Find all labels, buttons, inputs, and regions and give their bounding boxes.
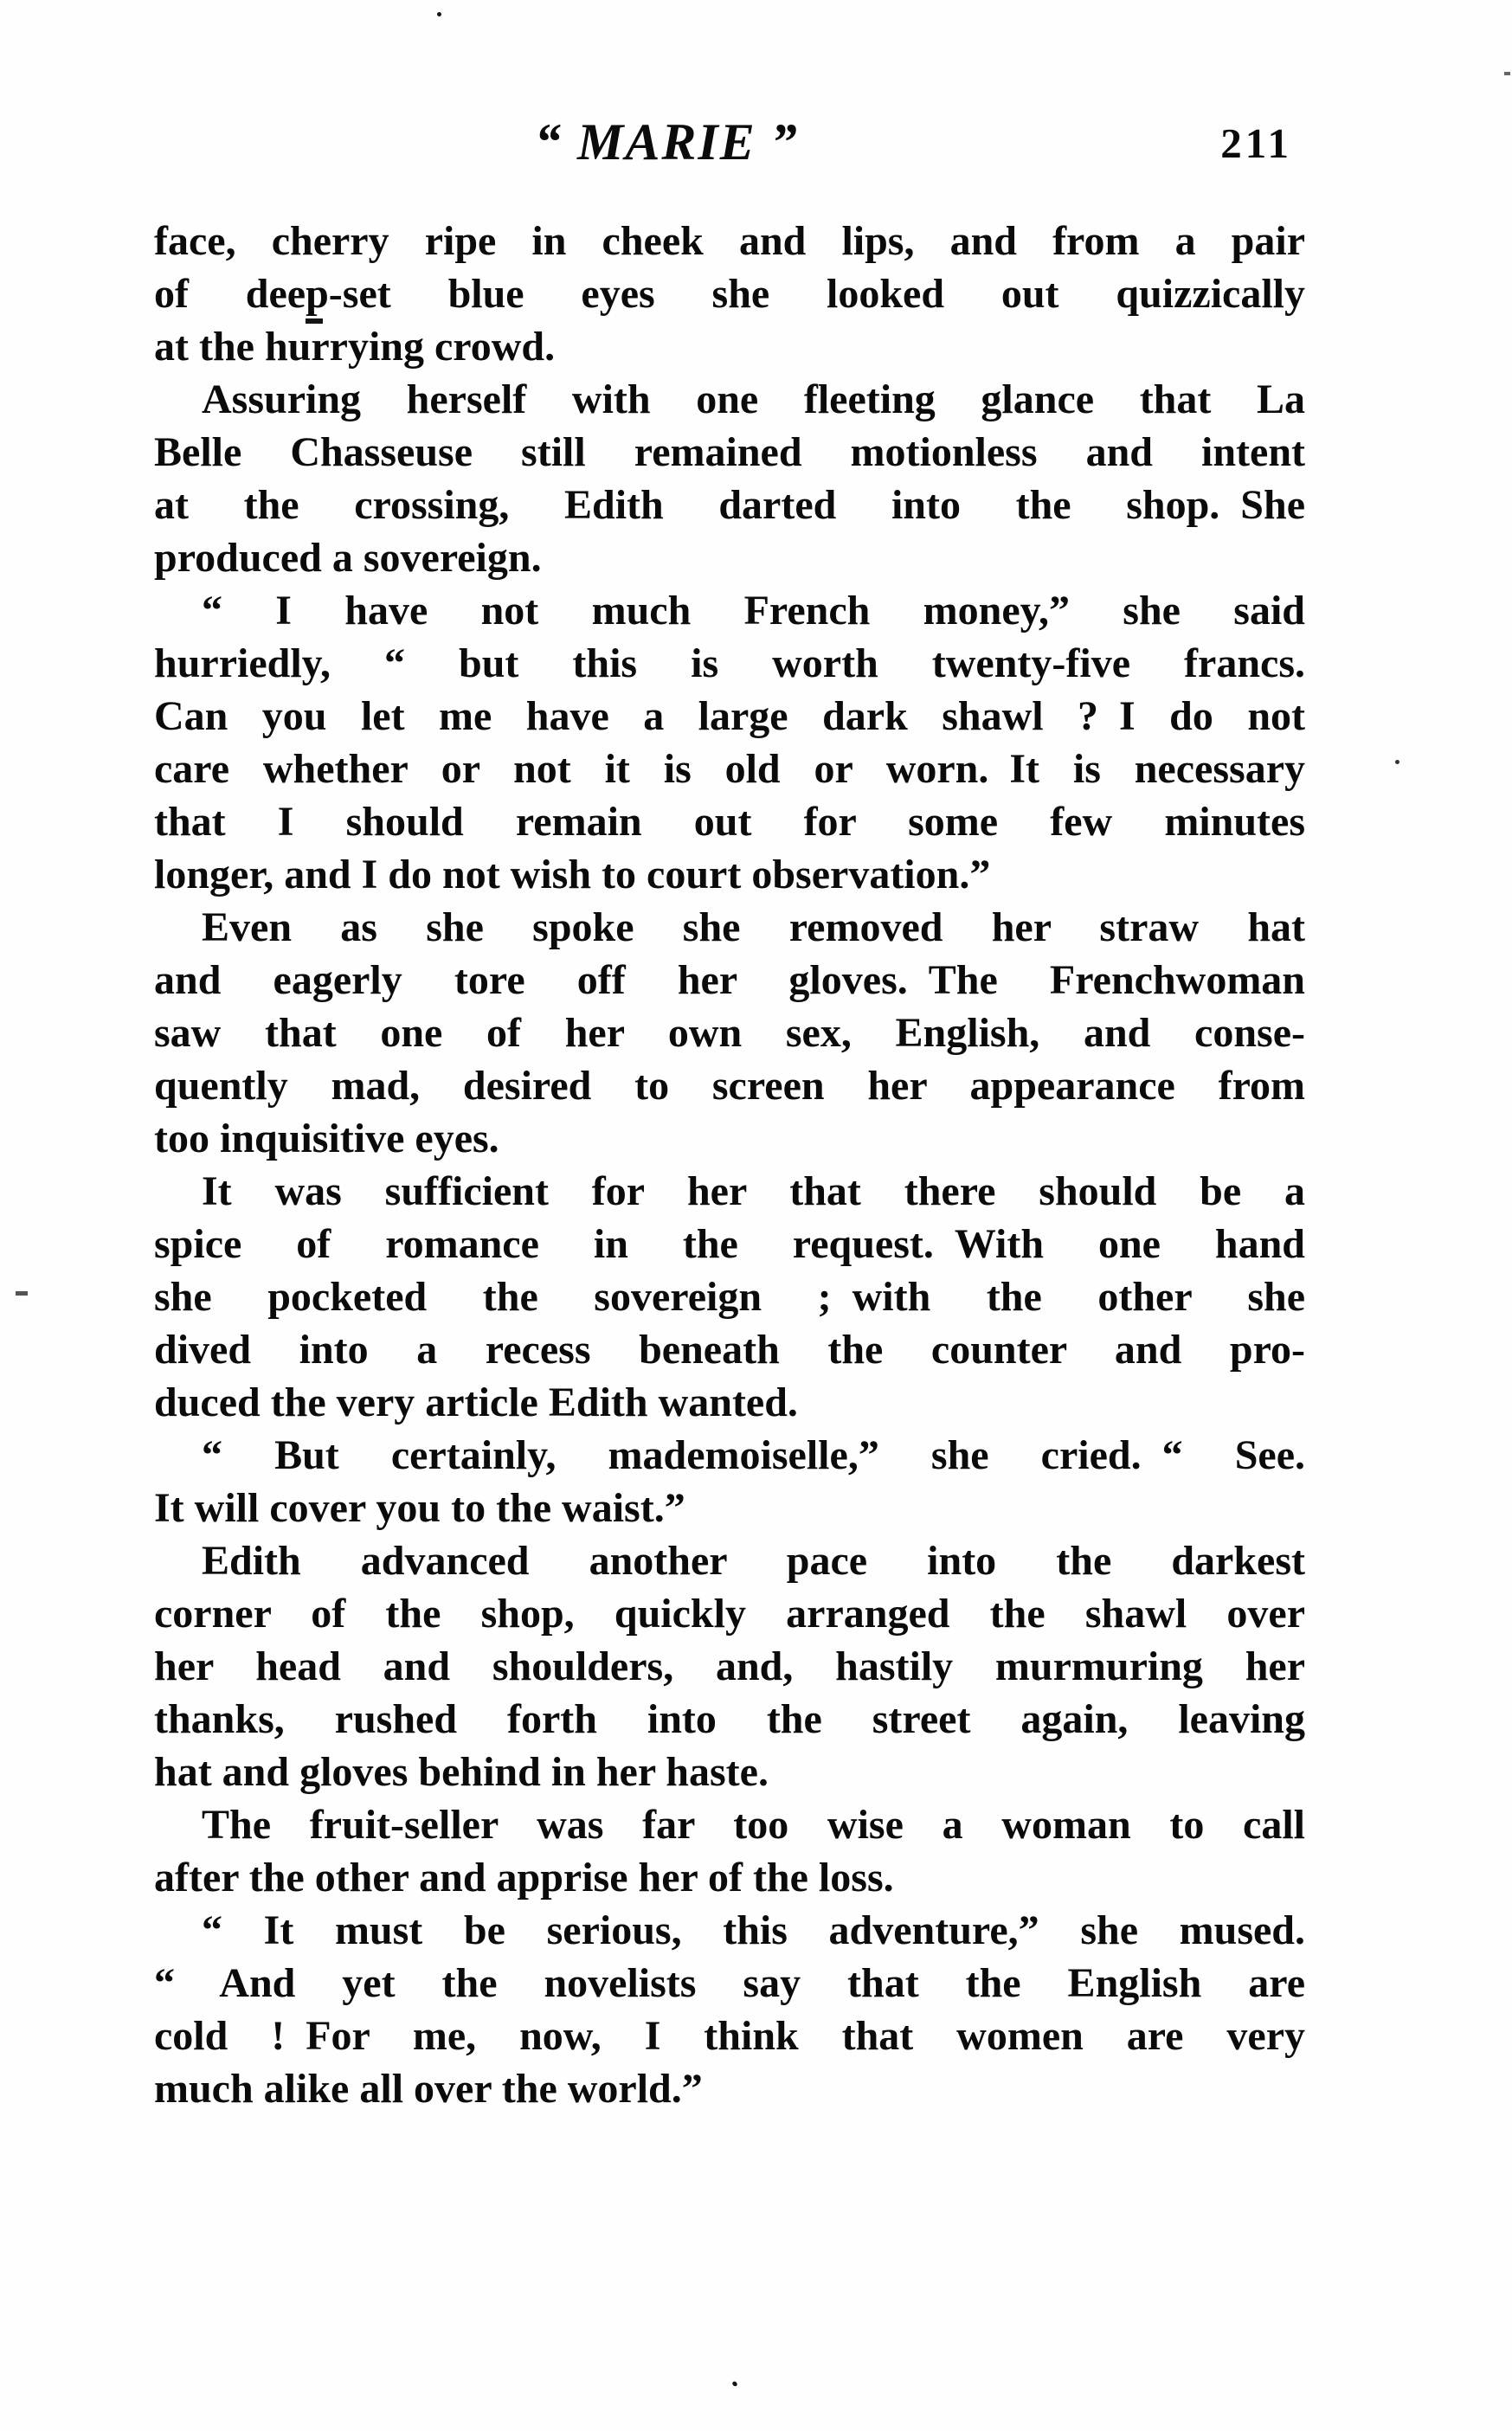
text-line: that I should remain out for some few minutes [154,799,1305,845]
text-line: she pocketed the sovereign ; with the other she [154,1274,1305,1320]
text-line: care whether or not it is old or worn. It is necessary [154,746,1305,792]
text-line: hurriedly, “ but this is worth twenty-five francs. [154,640,1305,686]
text-line: Even as she spoke she removed her straw hat [202,904,1305,950]
text-line: spice of romance in the request. With one hand [154,1221,1305,1267]
text-line: It will cover you to the waist.” [154,1485,685,1531]
text-line: Assuring herself with one fleeting glance that La [202,376,1305,422]
text-line: at the crossing, Edith darted into the shop. She [154,482,1305,528]
text-line: and eagerly tore off her gloves. The Frenchwoman [154,957,1305,1003]
text-line: Edith advanced another pace into the darkest [202,1538,1305,1584]
text-line: too inquisitive eyes. [154,1116,499,1161]
paragraph [154,1429,1305,1534]
body-text [154,215,1305,2115]
paragraph [154,1798,1305,1904]
text-line: her head and shoulders, and, hastily murmuring her [154,1643,1305,1689]
paragraph [154,1904,1305,2115]
paragraph [154,584,1305,901]
text-line: “ I have not much French money,” she said [202,588,1305,633]
text-line: after the other and apprise her of the loss. [154,1855,894,1900]
scan-speck [16,1291,28,1296]
text-line: longer, and I do not wish to court observation.” [154,852,991,897]
text-line: “ It must be serious, this adventure,” she mused. [202,1907,1305,1953]
scan-speck [1504,72,1510,75]
paragraph [154,1165,1305,1429]
paragraph [154,373,1305,584]
page-number: 211 [1220,119,1292,167]
text-line: dived into a recess beneath the counter and pro- [154,1327,1305,1373]
text-line: Belle Chasseuse still remained motionless and intent [154,429,1305,475]
text-line: duced the very article Edith wanted. [154,1379,798,1425]
text-line: saw that one of her own sex, English, and conse- [154,1010,1305,1056]
scan-speck [437,12,441,16]
text-line: face, cherry ripe in cheek and lips, and from a pair [154,218,1305,264]
text-line: “ And yet the novelists say that the English are [154,1960,1305,2006]
paragraph [154,901,1305,1165]
text-line: hat and gloves behind in her haste. [154,1749,769,1795]
text-line: “ But certainly, mademoiselle,” she cried. “ See. [202,1432,1305,1478]
paragraph [154,1534,1305,1798]
text-line: of deep-set blue eyes she looked out quizzically [154,271,1305,317]
text-line: thanks, rushed forth into the street again, leaving [154,1696,1305,1742]
scan-speck [731,2381,738,2388]
scan-speck [306,318,323,324]
text-line: much alike all over the world.” [154,2066,703,2112]
text-line: It was sufficient for her that there should be a [202,1168,1305,1214]
text-line: cold ! For me, now, I think that women are very [154,2013,1305,2059]
text-line: produced a sovereign. [154,535,542,581]
paragraph [154,215,1305,373]
page-title: “ MARIE ” [535,113,799,170]
text-line: The fruit-seller was far too wise a woman to call [202,1802,1305,1848]
text-line: at the hurrying crowd. [154,324,556,370]
text-line: quently mad, desired to screen her appearance from [154,1063,1305,1109]
text-line: Can you let me have a large dark shawl ? I do not [154,693,1305,739]
scan-speck [1395,760,1399,764]
text-line: corner of the shop, quickly arranged the shawl over [154,1591,1305,1637]
